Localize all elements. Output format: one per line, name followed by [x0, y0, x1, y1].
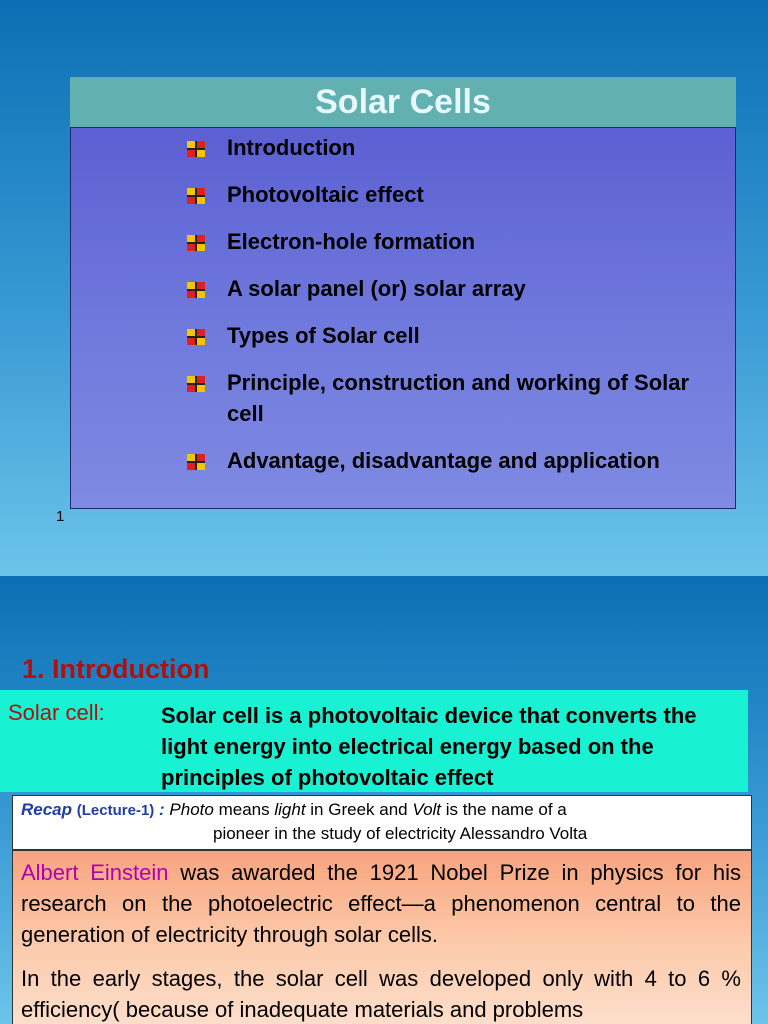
topic-label: Principle, construction and working of Solar cell: [227, 370, 690, 426]
section-heading: 1. Introduction: [22, 654, 210, 684]
history-paragraph-1: [21, 857, 741, 950]
definition-term: Solar cell:: [8, 700, 105, 725]
topic-item: [187, 273, 707, 304]
bullet-icon: [187, 376, 205, 392]
recap-means: means: [218, 800, 270, 819]
topic-label: Photovoltaic effect: [227, 182, 424, 207]
topic-item: [187, 367, 707, 429]
recap-line-2: pioneer in the study of electricity Alessandro Volta: [213, 824, 588, 843]
topic-label: Introduction: [227, 135, 356, 160]
history-paragraph-1-text: was awarded the 1921 Nobel Prize in physics for his research on the photoelectric effect—a phenomenon central to the generation of electricity through solar cells.: [21, 860, 741, 947]
topic-item: [187, 226, 707, 257]
history-box: [12, 850, 752, 1024]
slide-2: [0, 576, 768, 1024]
recap-light: light: [274, 800, 306, 819]
topic-item: [187, 320, 707, 351]
recap-label: Recap: [21, 800, 73, 819]
topic-label: Advantage, disadvantage and application: [227, 448, 660, 473]
topics-list: [187, 132, 707, 476]
recap-box: [12, 795, 752, 850]
topic-label: Electron-hole formation: [227, 229, 476, 254]
bullet-icon: [187, 282, 205, 298]
topic-item: [187, 445, 707, 476]
bullet-icon: [187, 235, 205, 251]
recap-lecture: (Lecture-1): [76, 802, 155, 819]
einstein-name: Albert Einstein: [21, 860, 169, 885]
bullet-icon: [187, 188, 205, 204]
recap-volt: Volt: [412, 800, 442, 819]
recap-photo: Photo: [169, 800, 214, 819]
recap-in-greek: in Greek and: [310, 800, 408, 819]
recap-rest: is the name of a: [445, 800, 567, 819]
definition-text: Solar cell is a photovoltaic device that converts the light energy into electrical energy based on the principles of photovoltaic effect: [161, 703, 697, 790]
slide-title-text: Solar Cells: [315, 82, 491, 121]
topic-item: [187, 179, 707, 210]
topics-box: [70, 127, 736, 509]
slide-title: [70, 77, 736, 127]
topic-item: [187, 132, 707, 163]
page-number: 1: [56, 508, 65, 525]
bullet-icon: [187, 454, 205, 470]
topic-label: Types of Solar cell: [227, 323, 420, 348]
recap-line-1: [21, 800, 567, 820]
definition-box: [0, 690, 748, 792]
recap-colon: :: [159, 800, 165, 819]
bullet-icon: [187, 329, 205, 345]
history-paragraph-2: In the early stages, the solar cell was developed only with 4 to 6 % efficiency( because of inadequate materials and problems: [21, 966, 741, 1022]
topic-label: A solar panel (or) solar array: [227, 276, 526, 301]
bullet-icon: [187, 141, 205, 157]
